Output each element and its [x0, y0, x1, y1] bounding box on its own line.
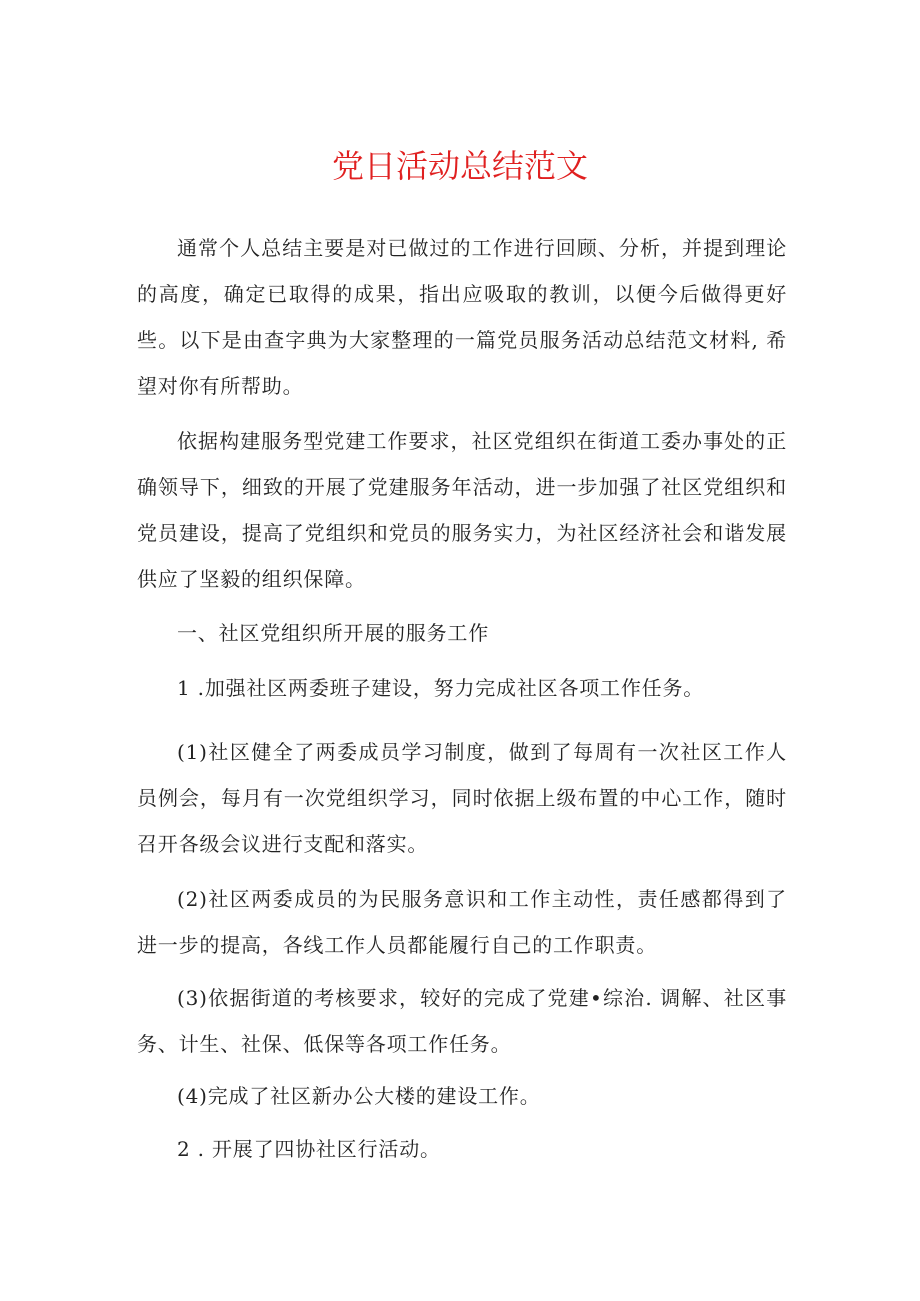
- section-heading-1: 一、社区党组织所开展的服务工作: [177, 621, 489, 645]
- list-item-3: (3)依据街道的考核要求，较好的完成了党建•综治. 调解、社区事务、计生、社保、低保等各项工作任务。: [137, 986, 787, 1056]
- list-item-2: (2)社区两委成员的为民服务意识和工作主动性，责任感都得到了进一步的提高，各线工作人员都能履行自己的工作职责。: [137, 887, 787, 957]
- list-item-4: (4)完成了社区新办公大楼的建设工作。: [177, 1084, 541, 1108]
- subsection-heading-2: 2 . 开展了四协社区行活动。: [177, 1137, 441, 1161]
- paragraph-background: 依据构建服务型党建工作要求，社区党组织在街道工委办事处的正确领导下，细致的开展了党建服务年活动，进一步加强了社区党组织和党员建设，提高了党组织和党员的服务实力，为社区经济社会和谐发展供应了坚毅的组织保障。: [137, 429, 787, 591]
- subsection-heading-1: 1 .加强社区两委班子建设，努力完成社区各项工作任务。: [177, 676, 705, 700]
- document-title: 党日活动总结范文: [331, 147, 588, 185]
- paragraph-intro: 通常个人总结主要是对已做过的工作进行回顾、分析，并提到理论的高度，确定已取得的成果，指出应吸取的教训，以便今后做得更好些。以下是由查字典为大家整理的一篇党员服务活动总结范文材料, 希望对你有所帮助。: [137, 236, 787, 398]
- list-item-1: (1)社区健全了两委成员学习制度，做到了每周有一次社区工作人员例会，每月有一次党组织学习，同时依据上级布置的中心工作，随时召开各级会议进行支配和落实。: [137, 740, 787, 856]
